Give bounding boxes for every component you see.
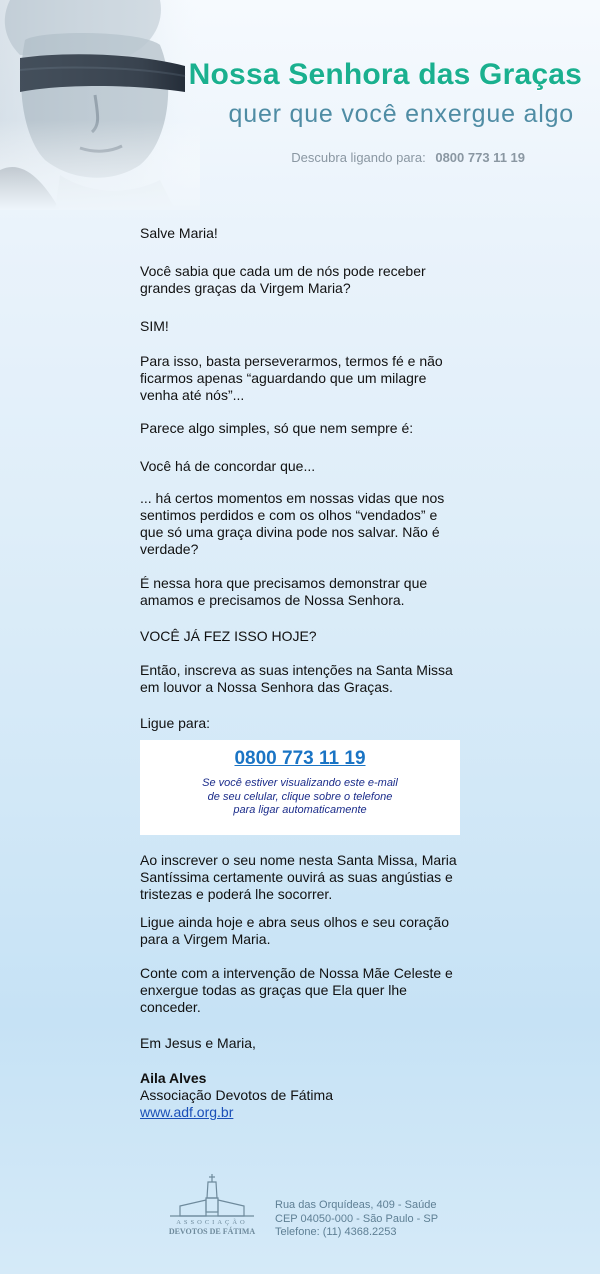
call-line <box>291 150 525 165</box>
paragraph: ... há certos momentos em nossas vidas que nos sentimos perdidos e com os olhos “vendados” e que só uma graça divina pode nos salvar. Não é verdade? <box>140 490 445 557</box>
signature <box>140 1070 460 1121</box>
signature-name: Aila Alves <box>140 1070 207 1086</box>
logo-text-bottom: DEVOTOS DE FÁTIMA <box>168 1227 256 1236</box>
paragraph: Em Jesus e Maria, <box>140 1035 256 1051</box>
blindfolded-man-image <box>0 0 200 210</box>
paragraph: Você há de concordar que... <box>140 458 316 474</box>
signature-org: Associação Devotos de Fátima <box>140 1087 333 1103</box>
mobile-note <box>140 777 460 818</box>
paragraph: Conte com a intervenção de Nossa Mãe Celeste e enxergue todas as graças que Ela quer lhe conceder. <box>140 965 453 1015</box>
paragraph: Para isso, basta perseverarmos, termos fé e não ficarmos apenas “aguardando que um milagre venha até nós”... <box>140 353 443 403</box>
header-banner <box>0 0 600 210</box>
footer-address <box>275 1199 438 1240</box>
mobile-note-line: Se você estiver visualizando este e-mail <box>202 777 398 789</box>
adf-logo <box>160 1170 270 1245</box>
footer-phone: Telefone: (11) 4368.2253 <box>275 1226 397 1238</box>
paragraph: Você sabia que cada um de nós pode receber grandes graças da Virgem Maria? <box>140 263 426 296</box>
paragraph: É nessa hora que precisamos demonstrar que amamos e precisamos de Nossa Senhora. <box>140 575 428 608</box>
logo-text-top: ASSOCIAÇÃO <box>176 1219 248 1226</box>
greeting: Salve Maria! <box>140 225 218 241</box>
mobile-note-line: de seu celular, clique sobre o telefone <box>207 790 393 803</box>
phone-link[interactable]: 0800 773 11 19 <box>234 748 366 769</box>
address-line: CEP 04050-000 - São Paulo - SP <box>275 1212 439 1225</box>
paragraph: Ligue para: <box>140 715 211 731</box>
call-prefix: Descubra ligando para: <box>291 150 426 165</box>
header-phone-number[interactable]: 0800 773 11 19 <box>435 150 525 165</box>
paragraph: Ligue ainda hoje e abra seus olhos e seu coração para a Virgem Maria. <box>140 914 449 947</box>
address-line: Rua das Orquídeas, 409 - Saúde <box>275 1199 437 1211</box>
paragraph: Ao inscrever o seu nome nesta Santa Missa, Maria Santíssima certamente ouvirá as suas angústias e tristezas e poderá lhe socorrer. <box>140 852 457 902</box>
mobile-note-line: para ligar automaticamente <box>233 804 367 816</box>
paragraph: Parece algo simples, só que nem sempre é: <box>140 420 414 436</box>
paragraph: Então, inscreva as suas intenções na Santa Missa em louvor a Nossa Senhora das Graças. <box>140 662 453 695</box>
website-link[interactable]: www.adf.org.br <box>140 1104 234 1120</box>
paragraph: VOCÊ JÁ FEZ ISSO HOJE? <box>140 628 317 644</box>
footer <box>160 1170 480 1250</box>
headline-subtitle: quer que você enxergue algo <box>228 100 574 128</box>
paragraph: SIM! <box>140 318 169 334</box>
phone-callout-box <box>140 740 460 835</box>
headline-title: Nossa Senhora das Graças <box>188 58 582 91</box>
